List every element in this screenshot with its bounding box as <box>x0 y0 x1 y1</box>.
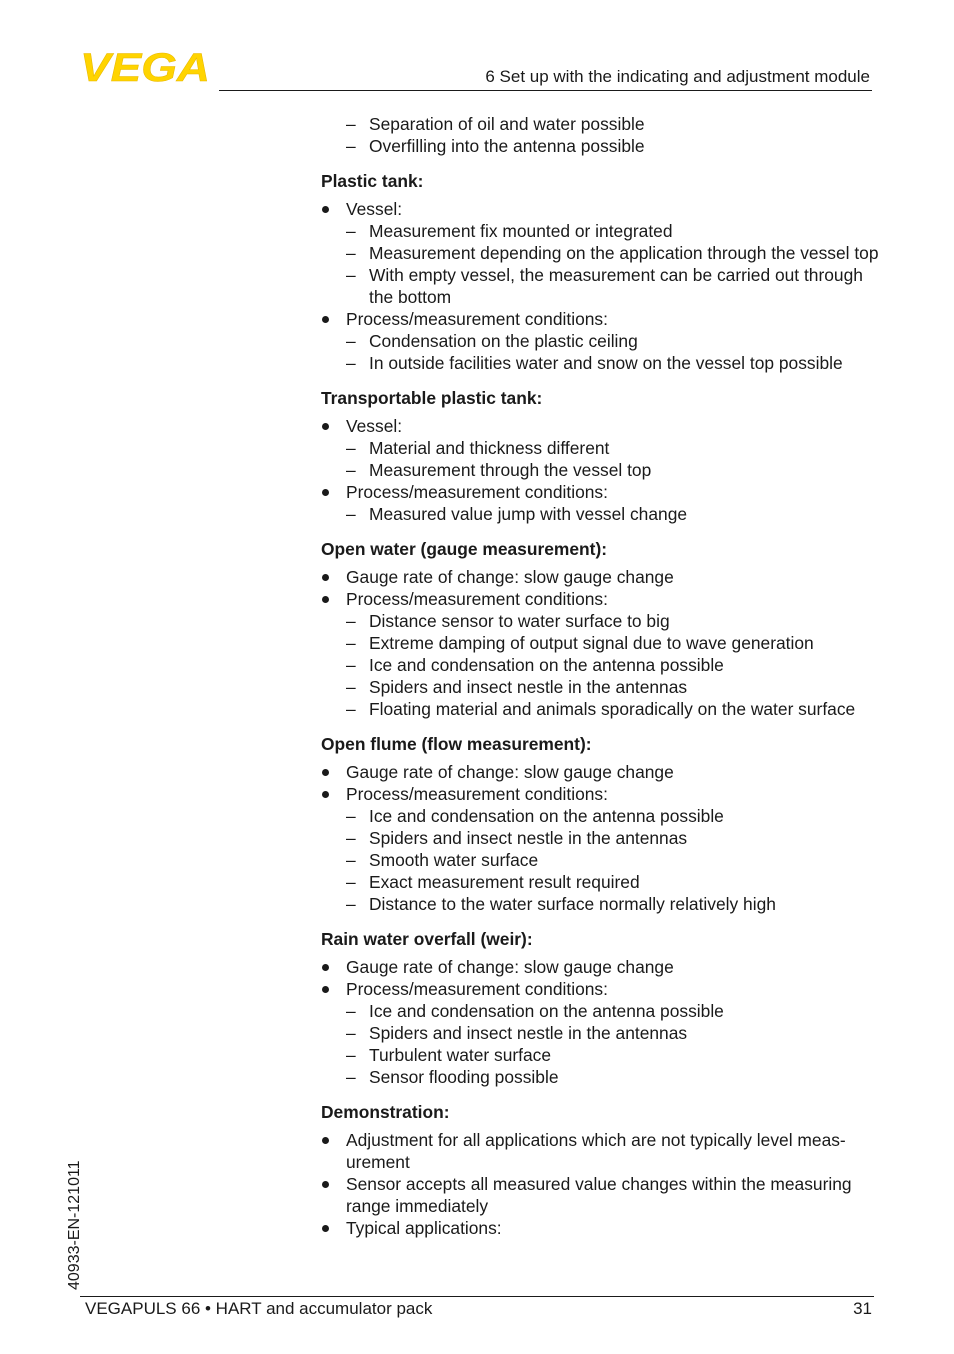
dash-item: – Measurement through the vessel top <box>321 459 881 481</box>
dash-item: – Spiders and insect nestle in the antennas <box>321 676 881 698</box>
bullet-item: Process/measurement conditions: <box>321 978 881 1000</box>
dash-item: – Overfilling into the antenna possible <box>321 135 881 157</box>
dash-item: – Condensation on the plastic ceiling <box>321 330 881 352</box>
header-divider <box>219 90 872 91</box>
bullet-item: Sensor accepts all measured value changes within the measuring range immediately <box>321 1173 881 1217</box>
dash-item: – With empty vessel, the measurement can be carried out through the bottom <box>321 264 881 308</box>
dash-item: – Spiders and insect nestle in the antennas <box>321 1022 881 1044</box>
dash-item: – Ice and condensation on the antenna possible <box>321 654 881 676</box>
section <box>321 1101 881 1239</box>
dash-item: – Material and thickness different <box>321 437 881 459</box>
page-content <box>321 113 881 1239</box>
footer-divider <box>80 1296 874 1297</box>
dash-item: – Separation of oil and water possible <box>321 113 881 135</box>
intro-list <box>321 113 881 157</box>
section-title: Open water (gauge measurement): <box>321 539 608 559</box>
bullet-item: Vessel: <box>321 198 881 220</box>
dash-item: – Turbulent water surface <box>321 1044 881 1066</box>
bullet-item: Gauge rate of change: slow gauge change <box>321 761 881 783</box>
page-number: 31 <box>853 1299 872 1318</box>
bullet-item: Vessel: <box>321 415 881 437</box>
bullet-item: Process/measurement conditions: <box>321 308 881 330</box>
dash-item: – Measurement depending on the application through the vessel top <box>321 242 881 264</box>
bullet-item: Typical applications: <box>321 1217 881 1239</box>
document-code: 40933-EN-121011 <box>66 1160 83 1290</box>
dash-item: – Extreme damping of output signal due to wave generation <box>321 632 881 654</box>
section-title: Demonstration: <box>321 1102 450 1122</box>
footer-product: VEGAPULS 66 • HART and accumulator pack <box>85 1299 433 1318</box>
bullet-item: Process/measurement conditions: <box>321 783 881 805</box>
vega-logo <box>80 50 212 84</box>
dash-item: – Ice and condensation on the antenna possible <box>321 805 881 827</box>
bullet-item: Process/measurement conditions: <box>321 588 881 610</box>
dash-item: – Floating material and animals sporadically on the water surface <box>321 698 881 720</box>
section-title: Open flume (flow measurement): <box>321 734 592 754</box>
section <box>321 538 881 720</box>
bullet-item: Process/measurement conditions: <box>321 481 881 503</box>
section-list <box>321 170 881 1239</box>
chapter-title: 6 Set up with the indicating and adjustment module <box>485 67 870 86</box>
dash-item: – Ice and condensation on the antenna possible <box>321 1000 881 1022</box>
dash-item: – Measurement fix mounted or integrated <box>321 220 881 242</box>
dash-item: – Distance to the water surface normally relatively high <box>321 893 881 915</box>
dash-item: – In outside facilities water and snow on the vessel top possible <box>321 352 881 374</box>
dash-item: – Spiders and insect nestle in the antennas <box>321 827 881 849</box>
bullet-item: Adjustment for all applications which are not typically level meas-urement <box>321 1129 881 1173</box>
section-title: Transportable plastic tank: <box>321 388 543 408</box>
dash-item: – Exact measurement result required <box>321 871 881 893</box>
svg-text:VEGA: VEGA <box>80 50 210 84</box>
section-title: Rain water overfall (weir): <box>321 929 533 949</box>
section <box>321 387 881 525</box>
section <box>321 170 881 374</box>
dash-item: – Sensor flooding possible <box>321 1066 881 1088</box>
dash-item: – Measured value jump with vessel change <box>321 503 881 525</box>
section-title: Plastic tank: <box>321 171 424 191</box>
dash-item: – Distance sensor to water surface to big <box>321 610 881 632</box>
bullet-item: Gauge rate of change: slow gauge change <box>321 956 881 978</box>
section <box>321 928 881 1088</box>
bullet-item: Gauge rate of change: slow gauge change <box>321 566 881 588</box>
dash-item: – Smooth water surface <box>321 849 881 871</box>
section <box>321 733 881 915</box>
